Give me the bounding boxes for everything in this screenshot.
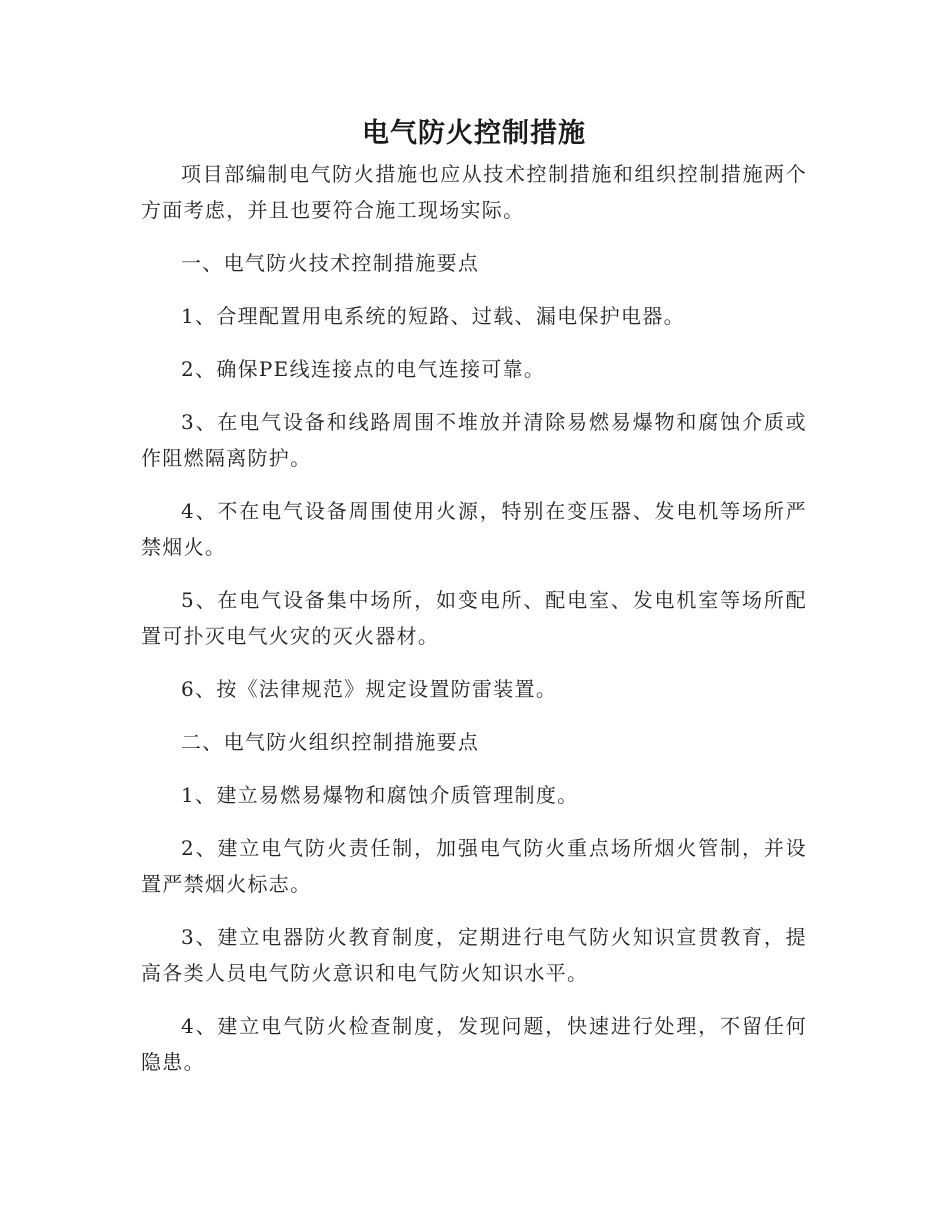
technical-item-1: 1、合理配置用电系统的短路、过载、漏电保护电器。 <box>181 304 685 328</box>
technical-item-6: 6、按《法律规范》规定设置防雷装置。 <box>181 677 558 701</box>
organizational-item-3: 3、建立电器防火教育制度，定期进行电气防火知识宣贯教育，提高各类人员电气防火意识和电气防火知识水平。 <box>141 925 807 985</box>
paragraph-gap <box>141 654 807 671</box>
paragraph-gap <box>141 387 807 404</box>
paragraph-gap <box>141 760 807 777</box>
technical-item-5: 5、在电气设备集中场所，如变电所、配电室、发电机室等场所配置可扑灭电气火灾的灭火器材。 <box>141 588 807 648</box>
document-title: 电气防火控制措施 <box>362 118 586 149</box>
technical-item-2: 2、确保PE线连接点的电气连接可靠。 <box>181 357 546 381</box>
organizational-item-4: 4、建立电气防火检查制度，发现问题，快速进行处理，不留任何隐患。 <box>141 1014 807 1074</box>
paragraph-gap <box>141 991 807 1008</box>
section-heading-organizational: 二、电气防火组织控制措施要点 <box>181 730 480 754</box>
paragraph-gap <box>141 813 807 830</box>
section-heading-technical: 一、电气防火技术控制措施要点 <box>181 251 480 275</box>
paragraph-gap <box>141 902 807 919</box>
organizational-item-1: 1、建立易燃易爆物和腐蚀介质管理制度。 <box>181 783 579 807</box>
organizational-item-2: 2、建立电气防火责任制，加强电气防火重点场所烟火管制，并设置严禁烟火标志。 <box>141 836 807 896</box>
paragraph-gap <box>141 334 807 351</box>
paragraph-gap <box>141 476 807 493</box>
paragraph-gap <box>141 565 807 582</box>
document-body <box>141 112 807 1080</box>
paragraph-gap <box>141 281 807 298</box>
paragraph-gap <box>141 707 807 724</box>
technical-item-3: 3、在电气设备和线路周围不堆放并清除易燃易爆物和腐蚀介质或作阻燃隔离防护。 <box>141 410 807 470</box>
technical-item-4: 4、不在电气设备周围使用火源，特别在变压器、发电机等场所严禁烟火。 <box>141 499 807 559</box>
intro-paragraph: 项目部编制电气防火措施也应从技术控制措施和组织控制措施两个方面考虑，并且也要符合施工现场实际。 <box>141 162 807 222</box>
paragraph-gap <box>141 228 807 245</box>
